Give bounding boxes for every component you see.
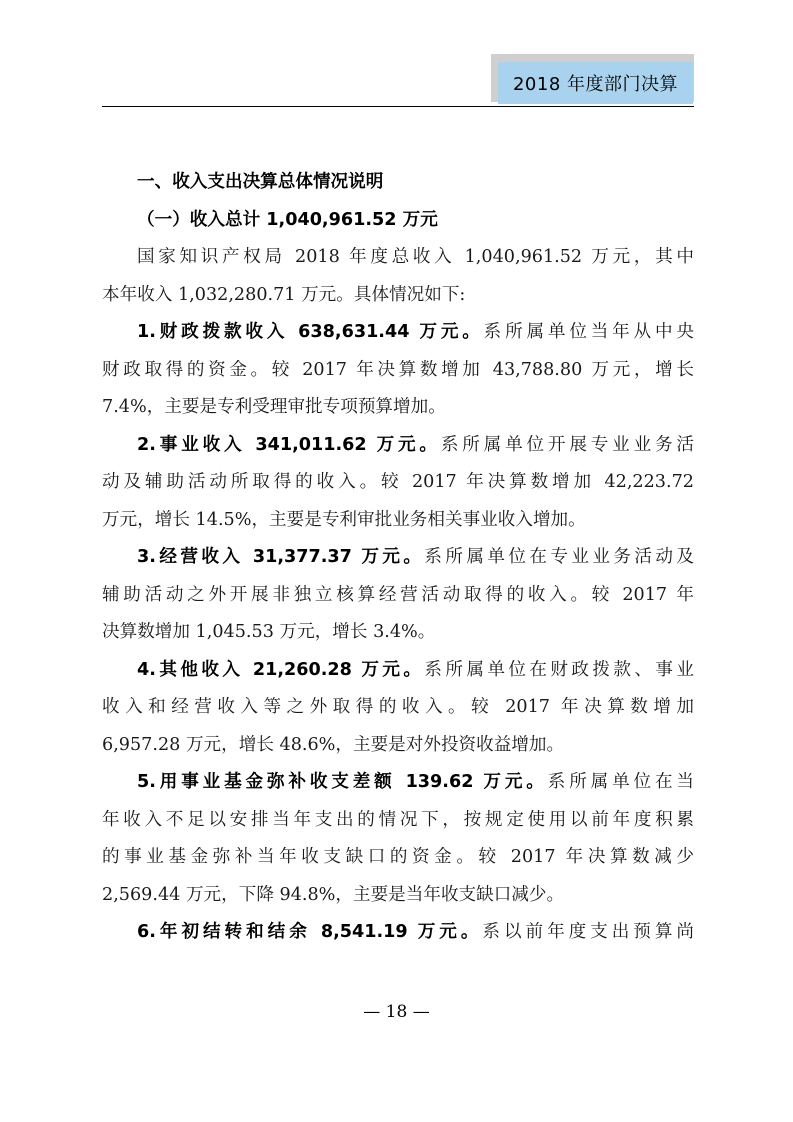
income-item-heading: 4.其他收入 21,260.28 万元。 (137, 659, 425, 680)
income-item-line: 2,569.44 万元，下降 94.8%，主要是当年收支缺口减少。 (102, 884, 565, 905)
page-number: — 18 — (363, 1002, 430, 1022)
income-item-text: 系所属单位开展专业业务活 (440, 434, 694, 455)
income-item-3-first-line (102, 539, 694, 577)
header-title: 2018 年度部门决算 (512, 74, 679, 95)
income-item-6-first-line (102, 914, 694, 952)
income-item-4-first-line (102, 652, 694, 690)
income-item-line: 收入和经营收入等之外取得的收入。较 2017 年决算数增加 (102, 697, 694, 717)
header-tab (498, 62, 693, 104)
income-item-line: 财政取得的资金。较 2017 年决算数增加 43,788.80 万元，增长 (102, 359, 694, 380)
income-item-line: 7.4%，主要是专利受理审批专项预算增加。 (102, 397, 446, 417)
income-item-heading: 2.事业收入 341,011.62 万元。 (137, 434, 441, 455)
income-item-heading: 5.用事业基金弥补收支差额 139.62 万元。 (137, 772, 548, 792)
document-body (102, 164, 694, 952)
income-item-text: 系所属单位在当 (547, 772, 694, 792)
income-item-text: 系以前年度支出预算尚 (482, 922, 694, 942)
subsection-title: （一）收入总计 1,040,961.52 万元 (137, 209, 438, 230)
income-item-line: 的事业基金弥补当年收支缺口的资金。较 2017 年决算数减少 (102, 847, 694, 867)
income-item-line: 年收入不足以安排当年支出的情况下，按规定使用以前年度积累 (102, 809, 694, 830)
income-item-text: 系所属单位在专业业务活动及 (424, 547, 694, 567)
income-item-heading: 3.经营收入 31,377.37 万元。 (137, 547, 425, 567)
income-item-heading: 6.年初结转和结余 8,541.19 万元。 (137, 922, 483, 942)
income-item-1-first-line (102, 314, 694, 352)
intro-line: 国家知识产权局 2018 年度总收入 1,040,961.52 万元，其中 (137, 247, 694, 267)
income-item-heading: 1.财政拨款收入 638,631.44 万元。 (137, 322, 484, 342)
income-item-line: 万元，增长 14.5%，主要是专利审批业务相关事业收入增加。 (102, 509, 586, 530)
income-item-line: 6,957.28 万元，增长 48.6%，主要是对外投资收益增加。 (102, 734, 565, 755)
income-item-2-first-line (102, 427, 694, 465)
income-item-line: 动及辅助活动所取得的收入。较 2017 年决算数增加 42,223.72 (102, 472, 694, 492)
income-item-line: 辅助活动之外开展非独立核算经营活动取得的收入。较 2017 年 (102, 584, 694, 605)
income-item-line: 决算数增加 1,045.53 万元，增长 3.4%。 (102, 622, 436, 642)
section-title: 一、收入支出决算总体情况说明 (137, 172, 384, 192)
income-item-text: 系所属单位在财政拨款、事业 (424, 659, 694, 680)
intro-line: 本年收入 1,032,280.71 万元。具体情况如下: (102, 284, 466, 305)
header-rule (102, 106, 694, 107)
income-item-5-first-line (102, 764, 694, 802)
income-item-text: 系所属单位当年从中央 (483, 322, 694, 342)
